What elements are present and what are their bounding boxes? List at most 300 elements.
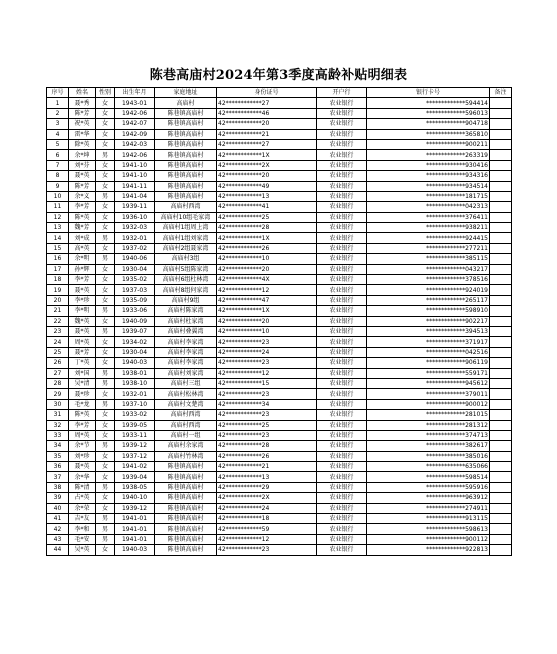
remark-cell [490, 243, 512, 253]
row-number: 41 [47, 514, 69, 524]
birth-date-cell: 1942-06 [115, 108, 155, 118]
remark-cell [490, 264, 512, 274]
name-cell: 刘*珍 [69, 451, 96, 461]
bank-cell: 农业银行 [317, 462, 367, 472]
row-number: 29 [47, 389, 69, 399]
table-row [47, 223, 512, 233]
column-header: 备注 [490, 88, 512, 98]
name-cell: 聂*秀 [69, 98, 96, 108]
card-number-cell: *************598910 [367, 306, 490, 316]
id-number-cell: 42************4X [217, 275, 317, 285]
remark-cell [490, 462, 512, 472]
gender-cell: 女 [96, 545, 115, 555]
gender-cell: 男 [96, 482, 115, 492]
gender-cell: 男 [96, 399, 115, 409]
card-number-cell: *************379011 [367, 389, 490, 399]
id-number-cell: 42************59 [217, 524, 317, 534]
gender-cell: 男 [96, 441, 115, 451]
bank-cell: 农业银行 [317, 243, 367, 253]
name-cell: 聂*英 [69, 285, 96, 295]
remark-cell [490, 285, 512, 295]
row-number: 40 [47, 503, 69, 513]
id-number-cell: 42************41 [217, 202, 317, 212]
remark-cell [490, 171, 512, 181]
bank-cell: 农业银行 [317, 347, 367, 357]
row-number: 10 [47, 191, 69, 201]
card-number-cell: *************934316 [367, 171, 490, 181]
remark-cell [490, 337, 512, 347]
bank-cell: 农业银行 [317, 493, 367, 503]
gender-cell: 女 [96, 420, 115, 430]
gender-cell: 女 [96, 410, 115, 420]
gender-cell: 女 [96, 119, 115, 129]
row-number: 19 [47, 285, 69, 295]
name-cell: 余*节 [69, 441, 96, 451]
birth-date-cell: 1939-05 [115, 420, 155, 430]
name-cell: 周*英 [69, 430, 96, 440]
bank-cell: 农业银行 [317, 275, 367, 285]
card-number-cell: *************930416 [367, 160, 490, 170]
row-number: 1 [47, 98, 69, 108]
remark-cell [490, 202, 512, 212]
id-number-cell: 42************23 [217, 337, 317, 347]
bank-cell: 农业银行 [317, 514, 367, 524]
address-cell: 高庙村竹林湾 [155, 451, 217, 461]
table-row [47, 119, 512, 129]
birth-date-cell: 1940-06 [115, 254, 155, 264]
table-row [47, 451, 512, 461]
id-number-cell: 42************2X [217, 160, 317, 170]
bank-cell: 农业银行 [317, 399, 367, 409]
birth-date-cell: 1932-01 [115, 233, 155, 243]
birth-date-cell: 1941-04 [115, 191, 155, 201]
card-number-cell: *************904718 [367, 119, 490, 129]
table-row [47, 243, 512, 253]
bank-cell: 农业银行 [317, 129, 367, 139]
bank-cell: 农业银行 [317, 306, 367, 316]
table-row [47, 326, 512, 336]
id-number-cell: 42************23 [217, 430, 317, 440]
row-number: 26 [47, 358, 69, 368]
id-number-cell: 42************25 [217, 420, 317, 430]
row-number: 24 [47, 337, 69, 347]
remark-cell [490, 545, 512, 555]
address-cell: 陈巷镇高庙村 [155, 482, 217, 492]
id-number-cell: 42************29 [217, 482, 317, 492]
address-cell: 陈巷镇高庙村 [155, 545, 217, 555]
name-cell: 李*芳 [69, 202, 96, 212]
gender-cell: 女 [96, 472, 115, 482]
gender-cell: 女 [96, 275, 115, 285]
remark-cell [490, 358, 512, 368]
gender-cell: 男 [96, 514, 115, 524]
address-cell: 陈巷镇高庙村 [155, 171, 217, 181]
id-number-cell: 42************23 [217, 545, 317, 555]
remark-cell [490, 233, 512, 243]
bank-cell: 农业银行 [317, 472, 367, 482]
name-cell: 余*坤 [69, 150, 96, 160]
id-number-cell: 42************1X [217, 306, 317, 316]
name-cell: 李*和 [69, 524, 96, 534]
card-number-cell: *************922813 [367, 545, 490, 555]
address-cell: 高庙村西湾 [155, 202, 217, 212]
address-cell: 陈巷镇高庙村 [155, 524, 217, 534]
remark-cell [490, 451, 512, 461]
birth-date-cell: 1941-01 [115, 514, 155, 524]
birth-date-cell: 1938-05 [115, 482, 155, 492]
bank-cell: 农业银行 [317, 524, 367, 534]
row-number: 15 [47, 243, 69, 253]
birth-date-cell: 1940-03 [115, 358, 155, 368]
table-row [47, 534, 512, 544]
name-cell: 刘*成 [69, 233, 96, 243]
table-row [47, 545, 512, 555]
birth-date-cell: 1937-12 [115, 451, 155, 461]
card-number-cell: *************385016 [367, 451, 490, 461]
birth-date-cell: 1942-03 [115, 139, 155, 149]
remark-cell [490, 139, 512, 149]
id-number-cell: 42************47 [217, 295, 317, 305]
gender-cell: 男 [96, 534, 115, 544]
birth-date-cell: 1933-11 [115, 430, 155, 440]
remark-cell [490, 368, 512, 378]
id-number-cell: 42************26 [217, 243, 317, 253]
row-number: 4 [47, 129, 69, 139]
row-number: 21 [47, 306, 69, 316]
remark-cell [490, 191, 512, 201]
table-row [47, 441, 512, 451]
bank-cell: 农业银行 [317, 108, 367, 118]
address-cell: 高庙村8组何家湾 [155, 285, 217, 295]
bank-cell: 农业银行 [317, 358, 367, 368]
name-cell: 周*英 [69, 337, 96, 347]
bank-cell: 农业银行 [317, 181, 367, 191]
id-number-cell: 42************13 [217, 191, 317, 201]
document-title: 陈巷高庙村2024年第3季度高龄补贴明细表 [149, 68, 408, 83]
bank-cell: 农业银行 [317, 451, 367, 461]
bank-cell: 农业银行 [317, 545, 367, 555]
address-cell: 陈巷镇高庙村 [155, 181, 217, 191]
gender-cell: 女 [96, 129, 115, 139]
address-cell: 高庙村松林湾 [155, 389, 217, 399]
card-number-cell: *************385115 [367, 254, 490, 264]
card-number-cell: *************281015 [367, 410, 490, 420]
table-row [47, 171, 512, 181]
name-cell: 陈*英 [69, 410, 96, 420]
address-cell: 陈巷镇高庙村 [155, 514, 217, 524]
column-header: 银行卡号 [367, 88, 490, 98]
table-body [47, 98, 512, 555]
name-cell: 聂*英 [69, 326, 96, 336]
address-cell: 陈巷镇高庙村 [155, 129, 217, 139]
table-row [47, 420, 512, 430]
gender-cell: 女 [96, 243, 115, 253]
id-number-cell: 42************15 [217, 378, 317, 388]
card-number-cell: *************281312 [367, 420, 490, 430]
remark-cell [490, 472, 512, 482]
id-number-cell: 42************28 [217, 223, 317, 233]
card-number-cell: *************042313 [367, 202, 490, 212]
gender-cell: 女 [96, 223, 115, 233]
row-number: 36 [47, 462, 69, 472]
address-cell: 高庙村西湾 [155, 420, 217, 430]
gender-cell: 女 [96, 347, 115, 357]
remark-cell [490, 389, 512, 399]
table-row [47, 202, 512, 212]
name-cell: 占*英 [69, 493, 96, 503]
row-number: 31 [47, 410, 69, 420]
bank-cell: 农业银行 [317, 420, 367, 430]
card-number-cell: *************902217 [367, 316, 490, 326]
id-number-cell: 42************23 [217, 358, 317, 368]
address-cell: 高庙村李家湾 [155, 347, 217, 357]
name-cell: 陈*芳 [69, 108, 96, 118]
address-cell: 高庙村陈家湾 [155, 306, 217, 316]
name-cell: 余*明 [69, 254, 96, 264]
birth-date-cell: 1938-10 [115, 378, 155, 388]
row-number: 22 [47, 316, 69, 326]
id-number-cell: 42************24 [217, 347, 317, 357]
row-number: 30 [47, 399, 69, 409]
bank-cell: 农业银行 [317, 482, 367, 492]
gender-cell: 女 [96, 358, 115, 368]
gender-cell: 女 [96, 430, 115, 440]
birth-date-cell: 1936-10 [115, 212, 155, 222]
table-row [47, 368, 512, 378]
remark-cell [490, 181, 512, 191]
birth-date-cell: 1933-06 [115, 306, 155, 316]
remark-cell [490, 160, 512, 170]
table-row [47, 191, 512, 201]
remark-cell [490, 254, 512, 264]
card-number-cell: *************043217 [367, 264, 490, 274]
row-number: 3 [47, 119, 69, 129]
gender-cell: 男 [96, 150, 115, 160]
card-number-cell: *************382617 [367, 441, 490, 451]
birth-date-cell: 1942-09 [115, 129, 155, 139]
bank-cell: 农业银行 [317, 254, 367, 264]
card-number-cell: *************378516 [367, 275, 490, 285]
bank-cell: 农业银行 [317, 368, 367, 378]
row-number: 23 [47, 326, 69, 336]
birth-date-cell: 1941-10 [115, 171, 155, 181]
id-number-cell: 42************13 [217, 472, 317, 482]
address-cell: 陈巷镇高庙村 [155, 493, 217, 503]
birth-date-cell: 1930-04 [115, 347, 155, 357]
id-number-cell: 42************23 [217, 410, 317, 420]
birth-date-cell: 1932-01 [115, 389, 155, 399]
row-number: 6 [47, 150, 69, 160]
card-number-cell: *************938211 [367, 223, 490, 233]
gender-cell: 男 [96, 378, 115, 388]
table-row [47, 472, 512, 482]
bank-cell: 农业银行 [317, 150, 367, 160]
id-number-cell: 42************26 [217, 451, 317, 461]
table-row [47, 275, 512, 285]
name-cell: 聂*珍 [69, 389, 96, 399]
birth-date-cell: 1941-01 [115, 534, 155, 544]
address-cell: 高庙村西湾 [155, 410, 217, 420]
remark-cell [490, 98, 512, 108]
gender-cell: 女 [96, 493, 115, 503]
card-number-cell: *************900012 [367, 399, 490, 409]
birth-date-cell: 1939-04 [115, 472, 155, 482]
address-cell: 高庙村2组聂家湾 [155, 243, 217, 253]
header-row [47, 88, 512, 98]
name-cell: 吴*英 [69, 545, 96, 555]
table-row [47, 98, 512, 108]
id-number-cell: 42************27 [217, 139, 317, 149]
gender-cell: 女 [96, 202, 115, 212]
bank-cell: 农业银行 [317, 212, 367, 222]
row-number: 5 [47, 139, 69, 149]
remark-cell [490, 534, 512, 544]
address-cell: 高庙村余家湾 [155, 441, 217, 451]
remark-cell [490, 441, 512, 451]
gender-cell: 女 [96, 337, 115, 347]
table-row [47, 482, 512, 492]
table-row [47, 399, 512, 409]
name-cell: 高*英 [69, 243, 96, 253]
address-cell: 陈巷镇高庙村 [155, 150, 217, 160]
id-number-cell: 42************21 [217, 462, 317, 472]
row-number: 11 [47, 202, 69, 212]
table-row [47, 306, 512, 316]
row-number: 39 [47, 493, 69, 503]
bank-cell: 农业银行 [317, 233, 367, 243]
gender-cell: 女 [96, 98, 115, 108]
card-number-cell: *************277211 [367, 243, 490, 253]
gender-cell: 女 [96, 316, 115, 326]
row-number: 43 [47, 534, 69, 544]
card-number-cell: *************635066 [367, 462, 490, 472]
name-cell: 陈*英 [69, 212, 96, 222]
table-row [47, 337, 512, 347]
subsidy-table [46, 87, 512, 556]
id-number-cell: 42************12 [217, 285, 317, 295]
name-cell: 除*英 [69, 139, 96, 149]
table-row [47, 389, 512, 399]
card-number-cell: *************594414 [367, 98, 490, 108]
birth-date-cell: 1941-02 [115, 462, 155, 472]
address-cell: 高庙村三组 [155, 378, 217, 388]
card-number-cell: *************595916 [367, 482, 490, 492]
address-cell: 陈巷镇高庙村 [155, 160, 217, 170]
name-cell: 李*芳 [69, 275, 96, 285]
remark-cell [490, 306, 512, 316]
address-cell: 高庙村10组毛家湾 [155, 212, 217, 222]
remark-cell [490, 129, 512, 139]
card-number-cell: *************374713 [367, 430, 490, 440]
row-number: 35 [47, 451, 69, 461]
table-row [47, 524, 512, 534]
row-number: 37 [47, 472, 69, 482]
bank-cell: 农业银行 [317, 139, 367, 149]
address-cell: 陈巷镇高庙村 [155, 503, 217, 513]
id-number-cell: 42************28 [217, 441, 317, 451]
birth-date-cell: 1937-10 [115, 399, 155, 409]
remark-cell [490, 295, 512, 305]
name-cell: 余*义 [69, 191, 96, 201]
table-row [47, 295, 512, 305]
id-number-cell: 42************21 [217, 129, 317, 139]
id-number-cell: 42************10 [217, 254, 317, 264]
table-row [47, 285, 512, 295]
name-cell: 吉*友 [69, 514, 96, 524]
gender-cell: 女 [96, 264, 115, 274]
card-number-cell: *************924019 [367, 285, 490, 295]
birth-date-cell: 1941-11 [115, 181, 155, 191]
id-number-cell: 42************12 [217, 534, 317, 544]
gender-cell: 女 [96, 160, 115, 170]
remark-cell [490, 108, 512, 118]
birth-date-cell: 1932-03 [115, 223, 155, 233]
gender-cell: 男 [96, 254, 115, 264]
bank-cell: 农业银行 [317, 410, 367, 420]
address-cell: 高庙村叠翼湾 [155, 326, 217, 336]
id-number-cell: 42************24 [217, 503, 317, 513]
table-row [47, 316, 512, 326]
id-number-cell: 42************2X [217, 493, 317, 503]
id-number-cell: 42************46 [217, 108, 317, 118]
row-number: 28 [47, 378, 69, 388]
gender-cell: 女 [96, 389, 115, 399]
table-row [47, 139, 512, 149]
bank-cell: 农业银行 [317, 171, 367, 181]
birth-date-cell: 1940-09 [115, 316, 155, 326]
bank-cell: 农业银行 [317, 295, 367, 305]
remark-cell [490, 326, 512, 336]
card-number-cell: *************263319 [367, 150, 490, 160]
table-row [47, 430, 512, 440]
row-number: 32 [47, 420, 69, 430]
name-cell: 祝*英 [69, 119, 96, 129]
address-cell: 陈巷镇高庙村 [155, 119, 217, 129]
id-number-cell: 42************20 [217, 264, 317, 274]
row-number: 14 [47, 233, 69, 243]
name-cell: 魏*芳 [69, 223, 96, 233]
gender-cell: 女 [96, 139, 115, 149]
remark-cell [490, 223, 512, 233]
table-row [47, 181, 512, 191]
birth-date-cell: 1933-02 [115, 410, 155, 420]
name-cell: 聂*芳 [69, 347, 96, 357]
address-cell: 高庙村1组周上湾 [155, 223, 217, 233]
bank-cell: 农业银行 [317, 98, 367, 108]
address-cell: 高庙村一组 [155, 430, 217, 440]
name-cell: 李*珍 [69, 295, 96, 305]
card-number-cell: *************598613 [367, 524, 490, 534]
birth-date-cell: 1939-12 [115, 503, 155, 513]
address-cell: 陈巷镇高庙村 [155, 191, 217, 201]
id-number-cell: 42************18 [217, 514, 317, 524]
birth-date-cell: 1930-04 [115, 264, 155, 274]
name-cell: 吴*清 [69, 378, 96, 388]
bank-cell: 农业银行 [317, 264, 367, 274]
name-cell: 刘*国 [69, 368, 96, 378]
column-header: 出生年月 [115, 88, 155, 98]
birth-date-cell: 1939-11 [115, 202, 155, 212]
remark-cell [490, 493, 512, 503]
gender-cell: 男 [96, 368, 115, 378]
id-number-cell: 42************10 [217, 326, 317, 336]
name-cell: 毛*安 [69, 534, 96, 544]
birth-date-cell: 1942-07 [115, 119, 155, 129]
birth-date-cell: 1940-10 [115, 493, 155, 503]
address-cell: 高庙村3组 [155, 254, 217, 264]
row-number: 7 [47, 160, 69, 170]
address-cell: 高庙村李家湾 [155, 337, 217, 347]
